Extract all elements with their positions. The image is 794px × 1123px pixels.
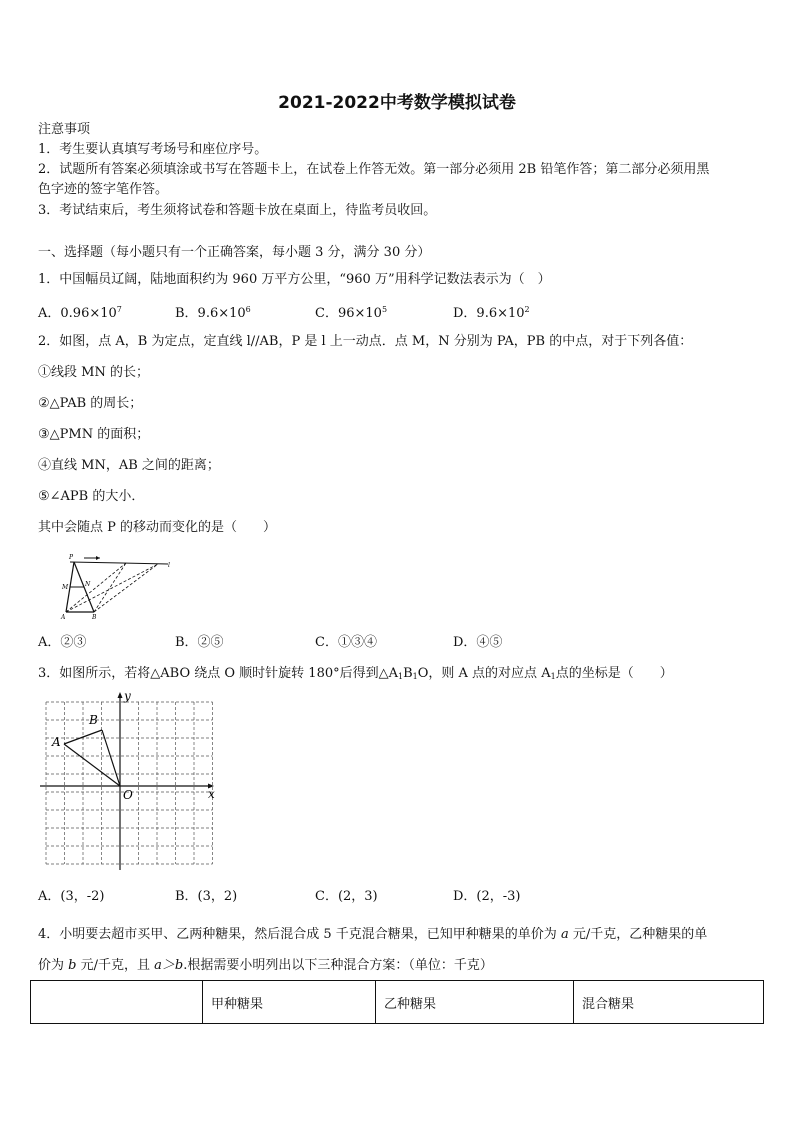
- q2-item-5-text: ∠APB 的大小．: [49, 489, 145, 504]
- q1-option-d-exp: 2: [524, 305, 530, 314]
- notice-item-2: 2．试题所有答案必须填涂或书写在答题卡上，在试卷上作答无效。第一部分必须用 2B 铅笔作答；第二部分必须用黑: [38, 162, 710, 177]
- q4-line-2: [38, 956, 493, 976]
- q2-label-m: M: [62, 584, 69, 591]
- q3-label-a: A: [52, 735, 61, 749]
- q1-option-a: [38, 300, 122, 324]
- q2-option-a: A．②③: [38, 635, 87, 650]
- q1-option-a-exp: 7: [116, 305, 122, 314]
- q4-mix-table: [30, 980, 764, 1024]
- q1-stem: 1．中国幅员辽阔，陆地面积约为 960 万平方公里，“960 万”用科学记数法表示为（ ）: [38, 272, 551, 287]
- notice-item-2-cont: 色字迹的签字笔作答。: [38, 182, 169, 197]
- q4-line-1-part2: 元/千克，乙种糖果的单: [568, 927, 708, 942]
- section-heading: 一、选择题（每小题只有一个正确答案，每小题 3 分，满分 30 分）: [38, 245, 431, 260]
- q3-y-arrow: [118, 692, 123, 698]
- q2-figure: [56, 552, 176, 622]
- q2-item-1-text: 线段 MN 的长；: [51, 365, 149, 380]
- q4-line-2-part1: 价为: [38, 958, 69, 973]
- q3-stem-part1: 3．如图所示，若将△ABO 绕点 O 顺时针旋转 180°后得到△A: [38, 666, 398, 681]
- q2-option-c: C．①③④: [315, 635, 377, 650]
- q3-label-o: O: [123, 788, 133, 802]
- q2-item-3-num: ③: [38, 427, 50, 442]
- notice-heading: 注意事项: [38, 122, 91, 137]
- q3-segment-bo: [102, 730, 120, 786]
- table-row: [31, 981, 764, 1024]
- q4-line-1-part1: 4．小明要去超市买甲、乙两种糖果，然后混合成 5 千克混合糖果，已知甲种糖果的单价为: [38, 927, 561, 942]
- q3-label-b: B: [89, 713, 98, 727]
- q2-item-2: [38, 394, 142, 414]
- q2-question: 其中会随点 P 的移动而变化的是（ ）: [38, 520, 277, 535]
- q3-option-c: C．(2，3): [315, 889, 378, 904]
- q3-option-a: A．(3，-2): [38, 889, 105, 904]
- q4-line-1: [38, 925, 707, 945]
- q2-dashed-4: [94, 564, 158, 612]
- q4-table-header-empty: [31, 981, 203, 1024]
- q4-table-header-jia: 甲种糖果: [203, 981, 376, 1024]
- q2-arrow-head: [96, 556, 100, 560]
- q2-item-1-num: ①: [38, 365, 52, 380]
- q1-option-c-exp: 5: [381, 305, 388, 314]
- q3-option-b: B．(3，2): [175, 889, 238, 904]
- q3-label-x: x: [208, 787, 215, 801]
- q2-label-p: P: [69, 554, 74, 561]
- q3-segment-ao: [64, 744, 120, 786]
- q3-stem: [38, 664, 673, 687]
- q1-option-c: [315, 300, 387, 324]
- q3-stem-part4: 点的坐标是（ ）: [555, 666, 673, 681]
- q2-item-1: [38, 363, 149, 383]
- notice-item-3: 3．考试结束后，考生须将试卷和答题卡放在桌面上，待监考员收回。: [38, 203, 437, 218]
- q4-table-header-mix: 混合糖果: [574, 981, 764, 1024]
- q2-item-5: [38, 487, 144, 507]
- q1-option-d: [453, 300, 530, 324]
- q2-stem: 2．如图，点 A，B 为定点，定直线 l//AB，P 是 l 上一动点．点 M，N 分别为 PA，PB 的中点，对于下列各值：: [38, 334, 693, 349]
- q3-stem-part2: B: [403, 666, 413, 681]
- q2-option-b: B．②⑤: [175, 635, 224, 650]
- q2-item-2-text: △PAB 的周长；: [49, 396, 143, 411]
- q4-var-b: b: [68, 958, 77, 973]
- q4-line-2-part2: 元/千克，且: [76, 958, 155, 973]
- q2-option-d: D．④⑤: [453, 635, 503, 650]
- q4-var-ab: a＞b: [154, 958, 184, 973]
- notice-item-1: 1．考生要认真填写考场号和座位序号。: [38, 142, 268, 157]
- q3-grid: [46, 702, 213, 864]
- q1-option-a-base: A．0.96×10: [38, 306, 117, 321]
- q2-item-4: [38, 456, 220, 476]
- q2-dashed-2: [94, 563, 126, 612]
- q2-item-4-num: ④: [38, 458, 52, 473]
- q4-var-a: a: [560, 927, 569, 942]
- q3-sub-3: 1: [550, 672, 556, 681]
- q2-item-3: [38, 425, 149, 445]
- q2-label-n: N: [85, 581, 91, 588]
- q1-option-c-base: C．96×10: [315, 306, 382, 321]
- q3-sub-2: 1: [412, 672, 418, 681]
- q2-line-l: [70, 562, 168, 564]
- q1-option-b-exp: 6: [245, 305, 251, 314]
- q2-item-5-num: ⑤: [38, 489, 50, 504]
- q3-stem-part3: O，则 A 点的对应点 A: [417, 666, 551, 681]
- q3-option-d: D．(2，-3): [453, 889, 521, 904]
- q4-table-header-yi: 乙种糖果: [376, 981, 574, 1024]
- q2-dashed-3: [66, 564, 158, 612]
- q1-option-d-base: D．9.6×10: [453, 306, 525, 321]
- q1-option-b-base: B．9.6×10: [175, 306, 246, 321]
- q2-item-4-text: 直线 MN，AB 之间的距离；: [51, 458, 220, 473]
- q4-line-2-part3: .根据需要小明列出以下三种混合方案：（单位：千克）: [183, 958, 493, 973]
- q2-item-3-text: △PMN 的面积；: [49, 427, 150, 442]
- q2-item-2-num: ②: [38, 396, 50, 411]
- q2-label-l: l: [168, 562, 170, 569]
- page-title: 2021-2022中考数学模拟试卷: [278, 93, 516, 113]
- q3-sub-1: 1: [398, 672, 404, 681]
- q3-label-y: y: [124, 689, 131, 703]
- q1-option-b: [175, 300, 251, 324]
- q2-label-b: B: [92, 614, 97, 621]
- q2-label-a: A: [61, 614, 66, 621]
- q3-coordinate-figure: [36, 688, 220, 874]
